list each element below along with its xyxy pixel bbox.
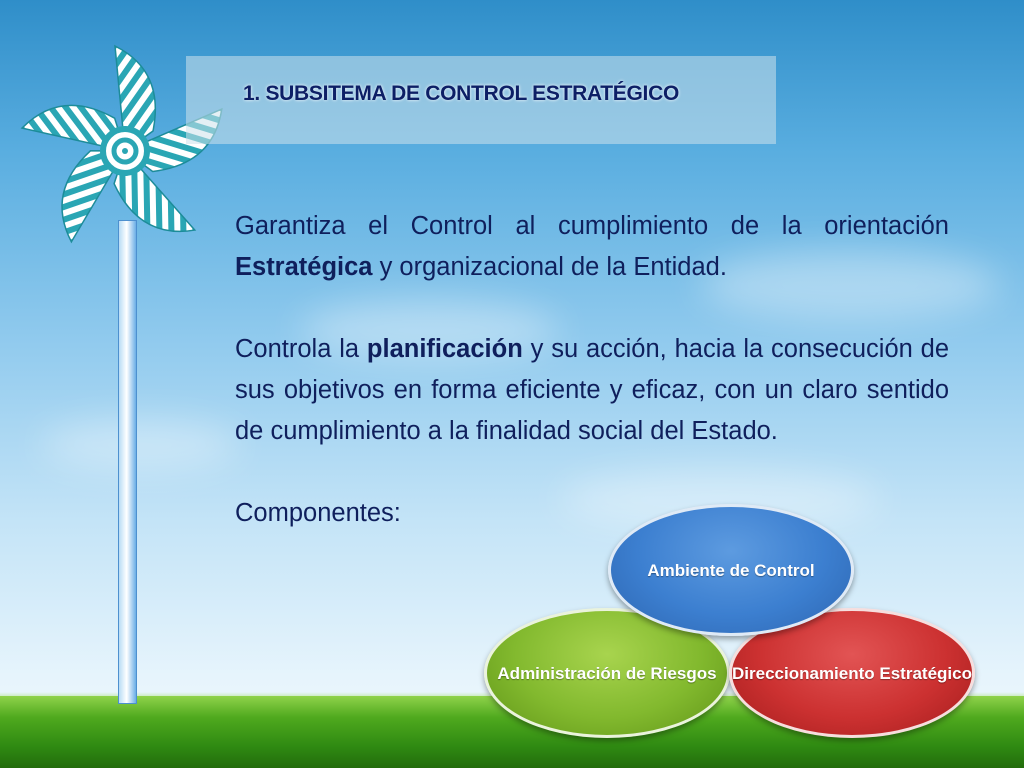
component-ambiente-control: Ambiente de Control [608, 504, 854, 636]
slide-body [235, 206, 949, 575]
paragraph-control [235, 329, 949, 452]
paragraph-text: Garantiza el Control al cumplimiento de la orientación [235, 212, 949, 240]
paragraph-text: y organizacional de la Entidad. [372, 253, 727, 281]
emphasis-text: planificación [366, 335, 523, 363]
pinwheel-pole [118, 220, 137, 704]
component-direccionamiento-estrategico: Direccionamiento Estratégico [729, 608, 975, 738]
components-label: Componentes: [235, 499, 401, 527]
slide-title: 1. SUBSITEMA DE CONTROL ESTRATÉGICO [243, 82, 679, 105]
paragraph-guarantee [235, 206, 949, 288]
paragraph-text: Controla la [235, 335, 367, 363]
emphasis-text: Estratégica [235, 253, 373, 281]
paragraph-text: y su acción, hacia la consecución de sus objetivos en forma eficiente y eficaz, con un claro sentido de cumplimiento a la finalidad social del Estado. [235, 335, 950, 445]
component-administracion-riesgos: Administración de Riesgos [484, 608, 730, 738]
cloud [40, 420, 240, 470]
